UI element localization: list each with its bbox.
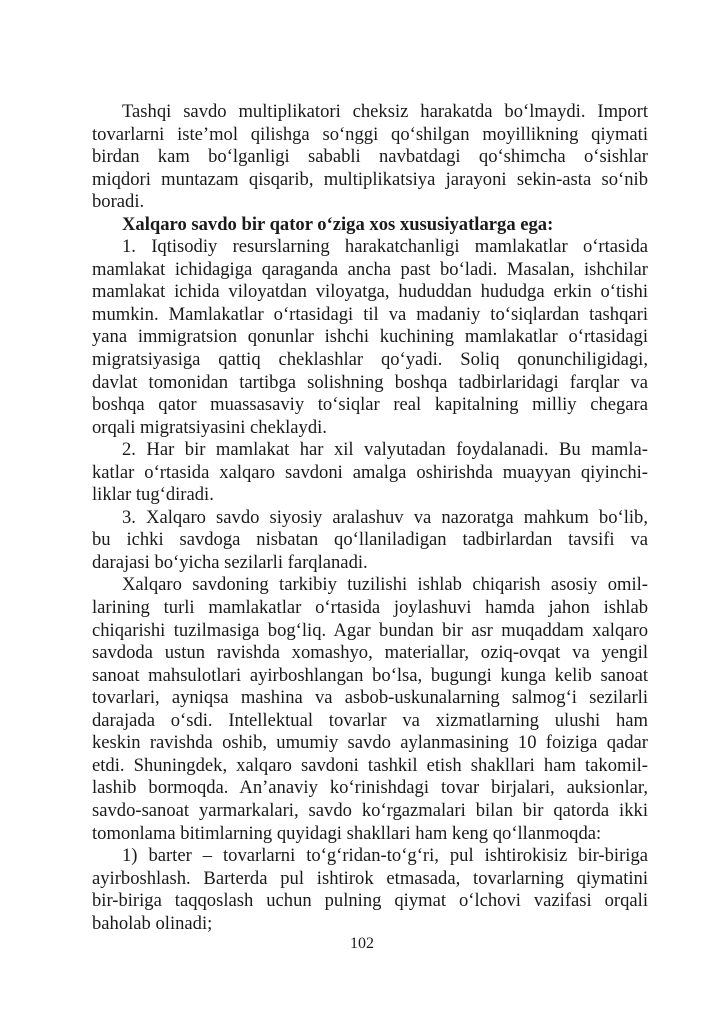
text-line: savdo-sanoat yarmarkalari, savdo ko‘rgazmalari bilan bir qatorda ikki bbox=[92, 799, 648, 821]
page-body bbox=[92, 101, 648, 935]
paragraph bbox=[92, 236, 648, 439]
text-line: mamlakat ichida viloyatdan viloyatga, hududdan hududga erkin o‘tishi bbox=[92, 281, 648, 303]
text-line: savdoda ustun ravishda xomashyo, materiallar, oziq-ovqat va yengil bbox=[92, 642, 648, 664]
text-line: 3. Xalqaro savdo siyosiy aralashuv va nazoratga mahkum bo‘lib, bbox=[122, 506, 648, 528]
text-line: miqdori muntazam qisqarib, multiplikatsiya jarayoni sekin-asta so‘nib bbox=[92, 168, 648, 190]
text-line: Xalqaro savdoning tarkibiy tuzilishi ishlab chiqarish asosiy omil- bbox=[122, 574, 648, 596]
text-line: keskin ravishda oshib, umumiy savdo aylanmasining 10 foiziga qadar bbox=[92, 732, 648, 754]
text-line: Tashqi savdo multiplikatori cheksiz harakatda bo‘lmaydi. Import bbox=[122, 101, 648, 122]
text-line: etdi. Shuningdek, xalqaro savdoni tashkil etish shakllari ham takomil- bbox=[92, 754, 648, 776]
paragraph bbox=[92, 439, 648, 507]
text-line: baholab olinadi; bbox=[92, 912, 213, 934]
text-line: sanoat mahsulotlari ayirboshlangan bo‘lsa, bugungi kunga kelib sanoat bbox=[92, 664, 648, 686]
text-line: bu ichki savdoga nisbatan qo‘llaniladigan tadbirlardan tavsifi va bbox=[92, 529, 648, 551]
text-line: 1. Iqtisodiy resurslarning harakatchanligi mamlakatlar o‘rtasida bbox=[122, 236, 648, 258]
text-line: yana immigratsion qonunlar ishchi kuchining mamlakatlar o‘rtasidagi bbox=[92, 326, 648, 348]
text-line: tovarlarni iste’mol qilishga so‘nggi qo‘shilgan moyillikning qiymati bbox=[92, 123, 648, 145]
page-number: 102 bbox=[350, 935, 374, 952]
paragraph bbox=[92, 507, 648, 575]
text-line: mumkin. Mamlakatlar o‘rtasidagi til va madaniy to‘siqlardan tashqari bbox=[92, 303, 648, 325]
text-line: liklar tug‘diradi. bbox=[92, 484, 214, 506]
text-line: boradi. bbox=[92, 191, 145, 213]
text-line: 1) barter – tovarlarni to‘g‘ridan-to‘g‘ri, pul ishtirokisiz bir-biriga bbox=[122, 845, 648, 867]
paragraph bbox=[92, 574, 648, 845]
text-line: mamlakat ichidagiga qaraganda ancha past bo‘ladi. Masalan, ishchilar bbox=[92, 258, 648, 280]
text-line: darajasi bo‘yicha sezilarli farqlanadi. bbox=[92, 551, 368, 573]
text-line: orqali migratsiyasini cheklaydi. bbox=[92, 416, 327, 438]
text-line: tovarlari, ayniqsa mashina va asbob-uskunalarning salmog‘i sezilarli bbox=[92, 687, 648, 709]
paragraph bbox=[92, 101, 648, 214]
text-line: Xalqaro savdo bir qator o‘ziga xos xususiyatlarga ega: bbox=[122, 213, 554, 235]
text-line: tomonlama bitimlarning quyidagi shakllari ham keng qo‘llanmoqda: bbox=[92, 822, 602, 844]
text-line: davlat tomonidan tartibga solishning boshqa tadbirlaridagi farqlar va bbox=[92, 371, 648, 393]
text-line: larining turli mamlakatlar o‘rtasida joylashuvi hamda jahon ishlab bbox=[92, 597, 648, 619]
text-line: darajada o‘sdi. Intellektual tovarlar va xizmatlarning ulushi ham bbox=[92, 709, 648, 731]
text-line: chiqarishi tuzilmasiga bog‘liq. Agar bundan bir asr muqaddam xalqaro bbox=[92, 619, 648, 641]
text-line: migratsiyasiga qattiq cheklashlar qo‘yadi. Soliq qonunchiligidagi, bbox=[92, 349, 648, 371]
section-heading bbox=[92, 214, 648, 237]
text-line: ayirboshlash. Barterda pul ishtirok etmasada, tovarlarning qiymatini bbox=[92, 867, 648, 889]
text-line: lashib bormoqda. An’anaviy ko‘rinishdagi tovar birjalari, auksionlar, bbox=[92, 777, 648, 799]
text-line: 2. Har bir mamlakat har xil valyutadan foydalanadi. Bu mamla- bbox=[122, 439, 648, 461]
text-line: katlar o‘rtasida xalqaro savdoni amalga oshirishda muayyan qiyinchi- bbox=[92, 461, 648, 483]
paragraph bbox=[92, 845, 648, 935]
text-line: bir-biriga taqqoslash uchun pulning qiymat o‘lchovi vazifasi orqali bbox=[92, 890, 648, 912]
text-line: boshqa qator muassasaviy to‘siqlar real kapitalning milliy chegara bbox=[92, 394, 648, 416]
text-line: birdan kam bo‘lganligi sababli navbatdagi qo‘shimcha o‘sishlar bbox=[92, 146, 648, 168]
